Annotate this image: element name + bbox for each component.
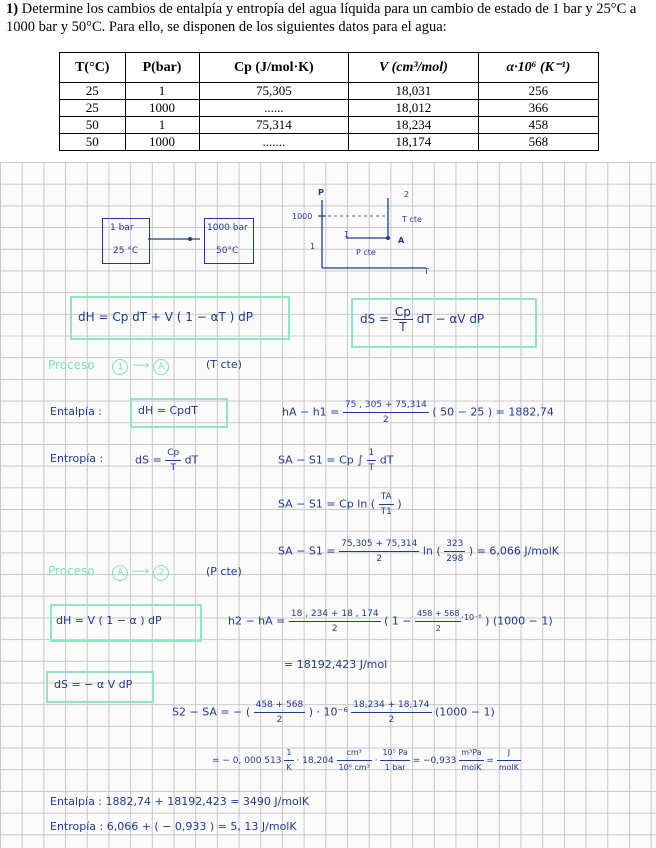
process2-title bbox=[48, 564, 169, 581]
ds-eq-frac bbox=[393, 305, 413, 334]
ds2-res-f2n: cm³ bbox=[337, 746, 372, 761]
entropy1-result bbox=[278, 537, 559, 566]
ds-eq-right: dT − αV dP bbox=[416, 312, 485, 326]
table-cell: 256 bbox=[478, 83, 598, 100]
entropy1-res-value: ) = 6,066 J/molK bbox=[465, 544, 560, 558]
ds2-right: (1000 − 1) bbox=[431, 705, 495, 719]
ds2-res-frac5 bbox=[497, 746, 521, 775]
pt-point-1: 1 bbox=[344, 230, 350, 239]
pt-point-a: A bbox=[398, 236, 405, 245]
pt-tick-1: 1 bbox=[310, 242, 316, 251]
problem-statement bbox=[6, 0, 654, 36]
table-row bbox=[60, 100, 599, 117]
ds2-res-f5n: J bbox=[497, 746, 521, 761]
ds2-res-f4d: molK bbox=[461, 763, 482, 772]
state1-pressure: 1 bar bbox=[110, 223, 134, 233]
table-cell: 18,174 bbox=[349, 134, 479, 151]
entropy1-int-frac bbox=[367, 446, 377, 475]
entropy1-res-tfrac bbox=[444, 537, 465, 566]
enthalpy1-right: ( 50 − 25 ) = 1882,74 bbox=[432, 405, 554, 419]
ds2-res-f3d: 1 bar bbox=[384, 763, 406, 772]
ds2-res-f3n: 10⁵ Pa bbox=[380, 746, 409, 761]
table-header: α·10⁶ (K⁻¹) bbox=[478, 53, 598, 83]
ds2-result bbox=[212, 746, 521, 775]
process2-condition: (P cte) bbox=[206, 565, 242, 578]
final-entropy: Entropía : 6,066 + ( − 0,933 ) = 5, 13 J/molK bbox=[50, 820, 297, 833]
pt-point-2: 2 bbox=[404, 190, 410, 199]
table-header: P(bar) bbox=[125, 53, 199, 83]
table-cell: 568 bbox=[478, 134, 598, 151]
process1-condition: (T cte) bbox=[206, 358, 242, 371]
enthalpy1-calc bbox=[282, 398, 554, 427]
entropy1-int-den: T bbox=[368, 463, 375, 473]
table-cell: ...... bbox=[199, 100, 349, 117]
ds2-res-frac2 bbox=[337, 746, 372, 775]
problem-number: 1) bbox=[6, 1, 19, 17]
enthalpy1-left: hA − h1 = bbox=[282, 405, 343, 419]
state2-pressure: 1000 bar bbox=[207, 223, 248, 233]
entropy1-res-ln: ln ( bbox=[419, 544, 445, 558]
table-header-row bbox=[60, 53, 599, 83]
ds2-vden: 2 bbox=[388, 715, 395, 725]
ds2-res-f5d: molK bbox=[498, 763, 519, 772]
ds2-box-eq: dS = − α V dP bbox=[54, 678, 133, 691]
table-cell: 366 bbox=[478, 100, 598, 117]
enthalpy1-box-eq: dH = CpdT bbox=[138, 404, 198, 417]
ds2-res-frac1 bbox=[284, 746, 293, 775]
entropy1-label: Entropía : bbox=[50, 452, 104, 465]
entropy1-ln-den: T1 bbox=[380, 507, 392, 517]
final-enthalpy: Entalpía : 1882,74 + 18192,423 = 3490 J/molK bbox=[50, 795, 310, 808]
entropy1-int-left: SA − S1 = Cp ∫ bbox=[278, 453, 367, 467]
state2-temperature: 50°C bbox=[216, 246, 239, 256]
table-cell: 1 bbox=[125, 83, 199, 100]
table-header: T(°C) bbox=[60, 53, 126, 83]
ds2-res-b: · 18,204 bbox=[293, 756, 337, 766]
dh2-alpha-frac bbox=[415, 607, 461, 636]
entropy1-ln-left: SA − S1 = Cp ln ( bbox=[278, 497, 379, 511]
state1-temperature: 25 °C bbox=[113, 246, 139, 256]
entropy1-ln-num: TA bbox=[379, 490, 394, 505]
dh2-exponent: ·10⁻⁶ bbox=[461, 612, 482, 622]
table-cell: 1000 bbox=[125, 134, 199, 151]
table-cell: 18,031 bbox=[349, 83, 479, 100]
ds-eq-den: T bbox=[399, 320, 407, 334]
dh2-mid: ( 1 − bbox=[380, 614, 416, 628]
process1-to: A bbox=[153, 359, 169, 375]
process2-to: 2 bbox=[153, 565, 169, 581]
ds2-left: S2 − SA = − ( bbox=[172, 705, 254, 719]
dh2-alpha-den: 2 bbox=[435, 624, 441, 633]
ds2-res-frac3 bbox=[380, 746, 409, 775]
entropy1-int-num: 1 bbox=[367, 446, 377, 461]
problem-text: Determine los cambios de entalpía y entropía del agua líquida para un cambio de estado de 1 bar y 25°C a 1000 bar y 50°C. Para ello, se disponen de los siguientes datos para el agua: bbox=[6, 1, 637, 35]
ds-eq-left: dS = bbox=[360, 312, 393, 326]
entropy1-ln-right: ) bbox=[393, 497, 402, 511]
entropy1-res-den: 2 bbox=[376, 554, 383, 564]
ds-eq-num: Cp bbox=[394, 305, 411, 319]
ds2-res-e: = bbox=[483, 756, 497, 766]
table-cell: 75,305 bbox=[199, 83, 349, 100]
entropy1-res-tnum: 323 bbox=[444, 537, 465, 552]
table-cell: 458 bbox=[478, 117, 598, 134]
pt-tick-1000: 1000 bbox=[292, 212, 313, 221]
enthalpy1-label: Entalpía : bbox=[50, 405, 103, 418]
enthalpy1-frac bbox=[343, 398, 429, 427]
ds2-mid: ) · 10⁻⁶ bbox=[305, 705, 352, 719]
entropy1-den: T bbox=[170, 463, 176, 473]
ds2-res-a: = − 0, 000 513 bbox=[212, 756, 285, 766]
ds2-frac bbox=[254, 698, 306, 727]
pt-t-cte: T cte bbox=[402, 215, 422, 224]
state-arrow bbox=[148, 234, 206, 244]
entropy1-int-right: dT bbox=[376, 453, 394, 467]
table-cell: 50 bbox=[60, 134, 126, 151]
dh2-frac bbox=[289, 607, 381, 636]
entropy1-eq bbox=[135, 446, 198, 475]
process1-label: Proceso bbox=[48, 358, 95, 372]
table-cell: 18,234 bbox=[349, 117, 479, 134]
ds2-vfrac bbox=[351, 698, 431, 727]
table-row bbox=[60, 134, 599, 151]
table-cell: 1 bbox=[125, 117, 199, 134]
dh2-box-eq: dH = V ( 1 − α ) dP bbox=[56, 614, 162, 627]
process2-arrow: ⟶ bbox=[132, 564, 150, 578]
dh2-alpha-num: 458 + 568 bbox=[415, 607, 461, 622]
process2-from: A bbox=[112, 565, 128, 581]
dh2-num: 18 , 234 + 18 , 174 bbox=[289, 607, 381, 622]
entropy1-res-left: SA − S1 = bbox=[278, 544, 340, 558]
ds2-res-frac4 bbox=[459, 746, 483, 775]
dh2-result: = 18192,423 J/mol bbox=[284, 658, 388, 671]
table-cell: ....... bbox=[199, 134, 349, 151]
ds2-res-f4n: m³Pa bbox=[459, 746, 483, 761]
ds-equation bbox=[360, 305, 484, 334]
entropy1-right: dT bbox=[181, 453, 199, 467]
table-header: Cp (J/mol·K) bbox=[199, 53, 349, 83]
process1-from: 1 bbox=[112, 359, 128, 375]
entropy1-res-tden: 298 bbox=[446, 554, 464, 564]
enthalpy1-num: 75 , 305 + 75,314 bbox=[343, 398, 429, 413]
entropy1-ln-frac bbox=[379, 490, 394, 519]
process1-title bbox=[48, 358, 169, 375]
water-data-table bbox=[59, 52, 599, 151]
table-cell: 50 bbox=[60, 117, 126, 134]
ds2-vnum: 18,234 + 18,174 bbox=[351, 698, 431, 713]
ds2-res-f2d: 10⁶ cm³ bbox=[338, 763, 370, 772]
ds2-res-f1n: 1 bbox=[284, 746, 293, 761]
table-cell: 25 bbox=[60, 100, 126, 117]
ds2-res-d: = −0,933 bbox=[409, 756, 460, 766]
entropy1-num: Cp bbox=[165, 446, 181, 461]
ds2-num: 458 + 568 bbox=[254, 698, 306, 713]
ds2-res-c: · bbox=[371, 756, 381, 766]
table-cell: 18,012 bbox=[349, 100, 479, 117]
ds2-den: 2 bbox=[276, 715, 283, 725]
dh2-left: h2 − hA = bbox=[228, 614, 289, 628]
process1-arrow: ⟶ bbox=[132, 358, 150, 372]
dh2-right: ) (1000 − 1) bbox=[481, 614, 553, 628]
pt-p-cte: P cte bbox=[356, 248, 376, 257]
pt-axis-p: P bbox=[318, 188, 324, 197]
entropy1-left: dS = bbox=[135, 453, 166, 467]
table-cell: 1000 bbox=[125, 100, 199, 117]
table-row bbox=[60, 117, 599, 134]
table-header: V (cm³/mol) bbox=[349, 53, 479, 83]
table-cell: 75,314 bbox=[199, 117, 349, 134]
table-cell: 25 bbox=[60, 83, 126, 100]
entropy1-res-num: 75,305 + 75,314 bbox=[339, 537, 419, 552]
process2-label: Proceso bbox=[48, 564, 95, 578]
pt-axis-t: T bbox=[424, 267, 429, 276]
dh-equation: dH = Cp dT + V ( 1 − αT ) dP bbox=[78, 310, 254, 324]
entropy1-res-frac bbox=[339, 537, 419, 566]
ds2-res-f1d: K bbox=[286, 763, 292, 772]
ds2-calc bbox=[172, 698, 495, 727]
entropy1-integral bbox=[278, 446, 393, 475]
entropy1-frac bbox=[165, 446, 181, 475]
dh2-calc bbox=[228, 607, 553, 636]
dh2-den: 2 bbox=[331, 624, 338, 634]
table-row bbox=[60, 83, 599, 100]
entropy1-ln bbox=[278, 490, 402, 519]
enthalpy1-den: 2 bbox=[383, 415, 389, 425]
